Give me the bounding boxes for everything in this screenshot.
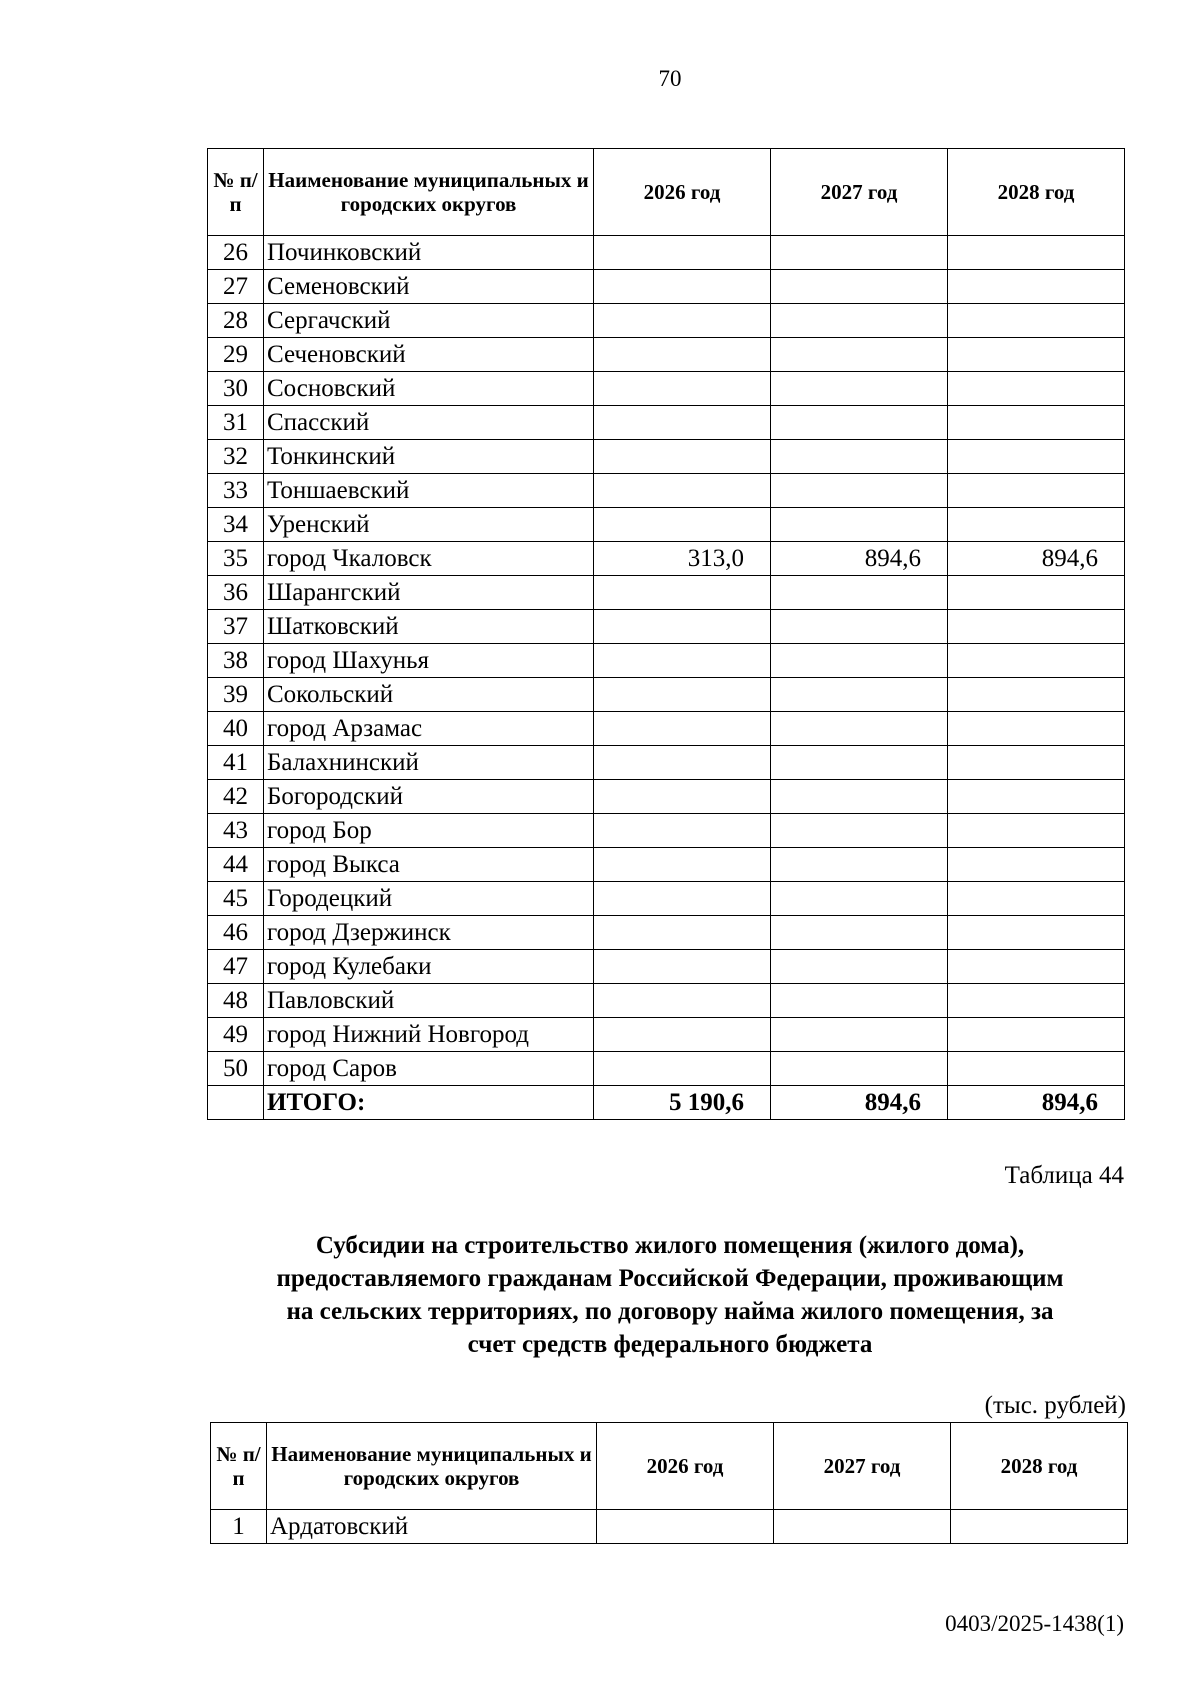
row-value-2026 [594, 440, 771, 474]
page-number: 70 [658, 66, 682, 91]
row-number: 39 [208, 678, 264, 712]
table-row [208, 610, 1125, 644]
row-name: Тоншаевский [264, 474, 594, 508]
row-number: 40 [208, 712, 264, 746]
header-name: Наименование муниципальных и городских округов [264, 149, 594, 236]
total-value-2028: 894,6 [948, 1086, 1125, 1120]
row-number: 31 [208, 406, 264, 440]
row-value-2026 [594, 508, 771, 542]
total-value-2026: 5 190,6 [594, 1086, 771, 1120]
row-name: Городецкий [264, 882, 594, 916]
row-value-2028 [948, 474, 1125, 508]
row-value-2026 [594, 984, 771, 1018]
row-number: 38 [208, 644, 264, 678]
table-row [208, 508, 1125, 542]
table-row [208, 406, 1125, 440]
row-value-2026 [594, 882, 771, 916]
table-row [208, 542, 1125, 576]
row-number: 26 [208, 236, 264, 270]
row-value-2027 [771, 270, 948, 304]
row-value-2028: 894,6 [948, 542, 1125, 576]
table-row [208, 236, 1125, 270]
table-row [208, 746, 1125, 780]
row-value-2027 [771, 338, 948, 372]
row-value-2028 [948, 1052, 1125, 1086]
table-row [208, 440, 1125, 474]
row-value-2028 [948, 440, 1125, 474]
row-value-2027 [771, 1018, 948, 1052]
title-line: на сельских территориях, по договору найма жилого помещения, за [286, 1298, 1054, 1325]
row-value-2028 [948, 576, 1125, 610]
header-2026: 2026 год [597, 1423, 774, 1510]
row-number: 35 [208, 542, 264, 576]
row-value-2026 [594, 916, 771, 950]
table-row [211, 1510, 1128, 1544]
row-value-2027 [771, 236, 948, 270]
title-line: предоставляемого гражданам Российской Федерации, проживающим [276, 1265, 1064, 1292]
row-value-2028 [948, 508, 1125, 542]
row-value-2027 [771, 576, 948, 610]
row-value-2026 [594, 1018, 771, 1052]
row-name: Тонкинский [264, 440, 594, 474]
header-number: № п/п [208, 149, 264, 236]
row-value-2027 [771, 780, 948, 814]
header-2027: 2027 год [771, 149, 948, 236]
row-name: Шатковский [264, 610, 594, 644]
municipal-table-top [207, 148, 1125, 1120]
row-value-2028 [948, 644, 1125, 678]
row-number: 50 [208, 1052, 264, 1086]
row-name: город Нижний Новгород [264, 1018, 594, 1052]
row-value-2026 [594, 372, 771, 406]
row-number: 29 [208, 338, 264, 372]
row-name: город Дзержинск [264, 916, 594, 950]
row-value-2028 [951, 1510, 1128, 1544]
row-number: 36 [208, 576, 264, 610]
row-name: Шарангский [264, 576, 594, 610]
row-number: 49 [208, 1018, 264, 1052]
table-row [208, 338, 1125, 372]
row-value-2027 [771, 440, 948, 474]
row-name: Спасский [264, 406, 594, 440]
row-value-2026 [594, 406, 771, 440]
row-number: 30 [208, 372, 264, 406]
row-name: город Саров [264, 1052, 594, 1086]
row-value-2027 [774, 1510, 951, 1544]
table-row [208, 950, 1125, 984]
row-value-2027 [771, 304, 948, 338]
row-value-2028 [948, 780, 1125, 814]
row-value-2027 [771, 848, 948, 882]
total-value-2027: 894,6 [771, 1086, 948, 1120]
row-value-2026 [594, 678, 771, 712]
row-value-2026 [594, 270, 771, 304]
row-number: 32 [208, 440, 264, 474]
row-number: 46 [208, 916, 264, 950]
table-row [208, 882, 1125, 916]
table-row [208, 474, 1125, 508]
row-value-2028 [948, 1018, 1125, 1052]
row-value-2027 [771, 406, 948, 440]
row-value-2027 [771, 746, 948, 780]
row-value-2028 [948, 304, 1125, 338]
row-value-2028 [948, 270, 1125, 304]
table-header-row [208, 149, 1125, 236]
table-row [208, 644, 1125, 678]
row-value-2028 [948, 338, 1125, 372]
row-value-2028 [948, 984, 1125, 1018]
row-name: Ардатовский [267, 1510, 597, 1544]
row-value-2027: 894,6 [771, 542, 948, 576]
table-row [208, 576, 1125, 610]
row-value-2027 [771, 678, 948, 712]
row-value-2026 [594, 746, 771, 780]
row-number: 1 [211, 1510, 267, 1544]
row-value-2027 [771, 508, 948, 542]
total-label: ИТОГО: [264, 1086, 594, 1120]
row-value-2026 [594, 1052, 771, 1086]
row-name: Сокольский [264, 678, 594, 712]
row-value-2028 [948, 814, 1125, 848]
row-name: Починковский [264, 236, 594, 270]
row-value-2028 [948, 406, 1125, 440]
row-value-2027 [771, 950, 948, 984]
row-name: Сергачский [264, 304, 594, 338]
row-value-2028 [948, 678, 1125, 712]
total-row [208, 1086, 1125, 1120]
row-value-2026 [594, 338, 771, 372]
total-number-cell [208, 1086, 264, 1120]
row-value-2027 [771, 882, 948, 916]
row-number: 47 [208, 950, 264, 984]
row-number: 48 [208, 984, 264, 1018]
row-name: Сосновский [264, 372, 594, 406]
row-number: 28 [208, 304, 264, 338]
row-value-2026 [594, 644, 771, 678]
document-code: 0403/2025-1438(1) [945, 1611, 1124, 1636]
row-number: 44 [208, 848, 264, 882]
municipal-table-bottom [210, 1422, 1128, 1544]
header-2028: 2028 год [948, 149, 1125, 236]
header-2028: 2028 год [951, 1423, 1128, 1510]
table-row [208, 780, 1125, 814]
row-value-2026 [594, 780, 771, 814]
row-value-2026 [594, 848, 771, 882]
row-number: 45 [208, 882, 264, 916]
row-value-2026 [594, 576, 771, 610]
row-value-2028 [948, 712, 1125, 746]
row-value-2027 [771, 712, 948, 746]
row-name: Павловский [264, 984, 594, 1018]
row-value-2027 [771, 610, 948, 644]
table-row [208, 984, 1125, 1018]
row-value-2027 [771, 984, 948, 1018]
row-number: 41 [208, 746, 264, 780]
table-row [208, 848, 1125, 882]
row-value-2027 [771, 474, 948, 508]
row-value-2026 [594, 304, 771, 338]
row-value-2028 [948, 372, 1125, 406]
table-row [208, 814, 1125, 848]
row-name: Семеновский [264, 270, 594, 304]
row-value-2027 [771, 644, 948, 678]
header-number: № п/п [211, 1423, 267, 1510]
row-value-2026 [594, 814, 771, 848]
row-value-2028 [948, 916, 1125, 950]
row-name: Балахнинский [264, 746, 594, 780]
table-title [150, 1229, 1190, 1361]
row-name: Сеченовский [264, 338, 594, 372]
row-name: Уренский [264, 508, 594, 542]
row-value-2026 [594, 712, 771, 746]
row-value-2028 [948, 236, 1125, 270]
row-value-2026 [597, 1510, 774, 1544]
row-name: город Арзамас [264, 712, 594, 746]
row-value-2026 [594, 610, 771, 644]
table-row [208, 304, 1125, 338]
row-number: 42 [208, 780, 264, 814]
row-name: город Шахунья [264, 644, 594, 678]
table-header-row [211, 1423, 1128, 1510]
row-name: город Кулебаки [264, 950, 594, 984]
row-value-2027 [771, 916, 948, 950]
header-name: Наименование муниципальных и городских округов [267, 1423, 597, 1510]
header-2027: 2027 год [774, 1423, 951, 1510]
table-row [208, 916, 1125, 950]
row-value-2028 [948, 610, 1125, 644]
row-name: город Бор [264, 814, 594, 848]
units-label: (тыс. рублей) [984, 1392, 1126, 1419]
table-row [208, 678, 1125, 712]
row-value-2027 [771, 814, 948, 848]
table-label: Таблица 44 [1004, 1162, 1124, 1189]
row-value-2028 [948, 950, 1125, 984]
table-row [208, 270, 1125, 304]
table-row [208, 712, 1125, 746]
row-name: город Чкаловск [264, 542, 594, 576]
row-name: Богородский [264, 780, 594, 814]
row-value-2026 [594, 236, 771, 270]
table-row [208, 1018, 1125, 1052]
row-value-2027 [771, 1052, 948, 1086]
row-name: город Выкса [264, 848, 594, 882]
row-value-2027 [771, 372, 948, 406]
row-number: 34 [208, 508, 264, 542]
row-value-2026: 313,0 [594, 542, 771, 576]
header-2026: 2026 год [594, 149, 771, 236]
row-number: 43 [208, 814, 264, 848]
row-value-2026 [594, 950, 771, 984]
row-value-2026 [594, 474, 771, 508]
row-number: 37 [208, 610, 264, 644]
row-value-2028 [948, 848, 1125, 882]
row-number: 27 [208, 270, 264, 304]
row-number: 33 [208, 474, 264, 508]
row-value-2028 [948, 746, 1125, 780]
table-row [208, 1052, 1125, 1086]
title-line: счет средств федерального бюджета [467, 1331, 873, 1358]
title-line: Субсидии на строительство жилого помещения (жилого дома), [315, 1232, 1025, 1259]
table-row [208, 372, 1125, 406]
row-value-2028 [948, 882, 1125, 916]
